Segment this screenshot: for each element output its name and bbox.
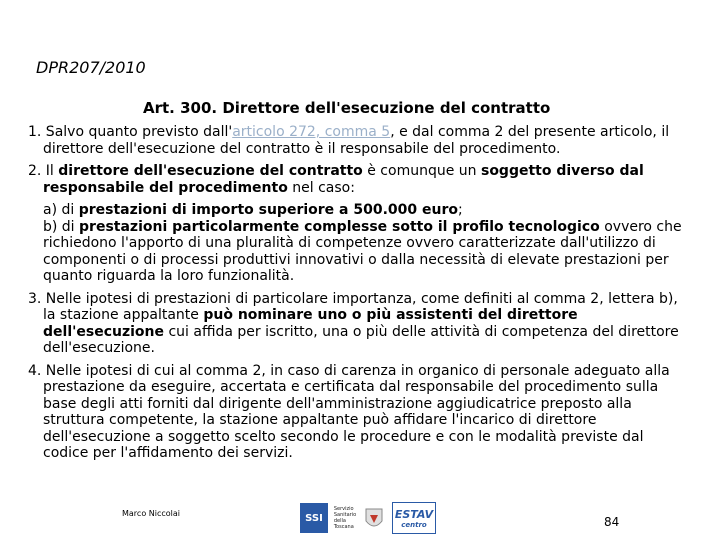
article-link[interactable]: articolo 272, comma 5 <box>232 124 391 140</box>
paragraph-2 <box>28 163 688 196</box>
author-name: Marco Niccolai <box>122 509 180 518</box>
bold-text: prestazioni particolarmente complesse sotto il profilo tecnologico <box>79 218 600 235</box>
text: nel caso: <box>287 179 355 196</box>
article-title: Art. 300. Direttore dell'esecuzione del contratto <box>143 99 551 117</box>
paragraph-3 <box>28 291 688 357</box>
text: 1. Salvo quanto previsto dall' <box>28 124 233 140</box>
sub-item-b <box>43 219 688 285</box>
text: ovvero che richiedono l'apporto di una pluralità di competenze ovvero caratterizzate dall'utilizzo di componenti o di processi produttivi innovativi o dalla necessità di elevate prestazioni per quanto riguarda la loro funzionalità. <box>43 218 682 284</box>
text: cui affida per iscritto, una o più delle attività di competenza del direttore dell'esecuzione. <box>43 323 679 356</box>
sub-item-a <box>43 202 688 219</box>
text: 2. Il <box>28 163 59 179</box>
presentation-header: DPR207/2010 <box>36 58 146 77</box>
ssi-logo-text: Servizio Sanitario della Toscana <box>333 506 357 530</box>
page-number: 84 <box>604 515 620 529</box>
estav-logo-subtext: centro <box>401 520 427 529</box>
text: , e dal comma 2 del presente articolo, il direttore dell'esecuzione del contratto è il responsabile del procedimento. <box>43 124 670 157</box>
footer-logos <box>300 502 436 534</box>
article-body <box>28 124 688 468</box>
tuscany-region-logo-icon <box>362 503 386 533</box>
ssi-logo-icon: SSI <box>300 503 328 533</box>
estav-logo <box>392 502 436 534</box>
tuscany-crest-icon <box>362 503 386 533</box>
text: ; <box>457 202 463 218</box>
text: 3. Nelle ipotesi di prestazioni di particolare importanza, come definiti al comma 2, lettera b), la stazione appaltante <box>28 290 678 323</box>
bold-text: può nominare uno o più assistenti del direttore dell'esecuzione <box>43 307 578 340</box>
bold-text: soggetto diverso dal responsabile del procedimento <box>43 163 644 196</box>
text: b) di <box>43 218 80 235</box>
estav-logo-text: ESTAV <box>394 507 434 521</box>
text: è comunque un <box>362 163 481 179</box>
paragraph-4: 4. Nelle ipotesi di cui al comma 2, in caso di carenza in organico di personale adeguato alla prestazione da eseguire, accertata e certificata dal responsabile del procedimento sulla base degli atti forniti dal dirigente dell'amministrazione aggiudicatrice preposto alla struttura competente, la stazione appaltante può affidare l'incarico di direttore dell'esecuzione a soggetto scelto secondo le procedure e con le modalità previste dal codice per l'affidamento dei servizi. <box>28 362 670 461</box>
bold-text: direttore dell'esecuzione del contratto <box>58 163 363 179</box>
text: a) di <box>43 202 79 218</box>
paragraph-2-sublist <box>28 202 688 285</box>
paragraph-1 <box>28 124 688 157</box>
bold-text: prestazioni di importo superiore a 500.000 euro <box>78 202 458 218</box>
